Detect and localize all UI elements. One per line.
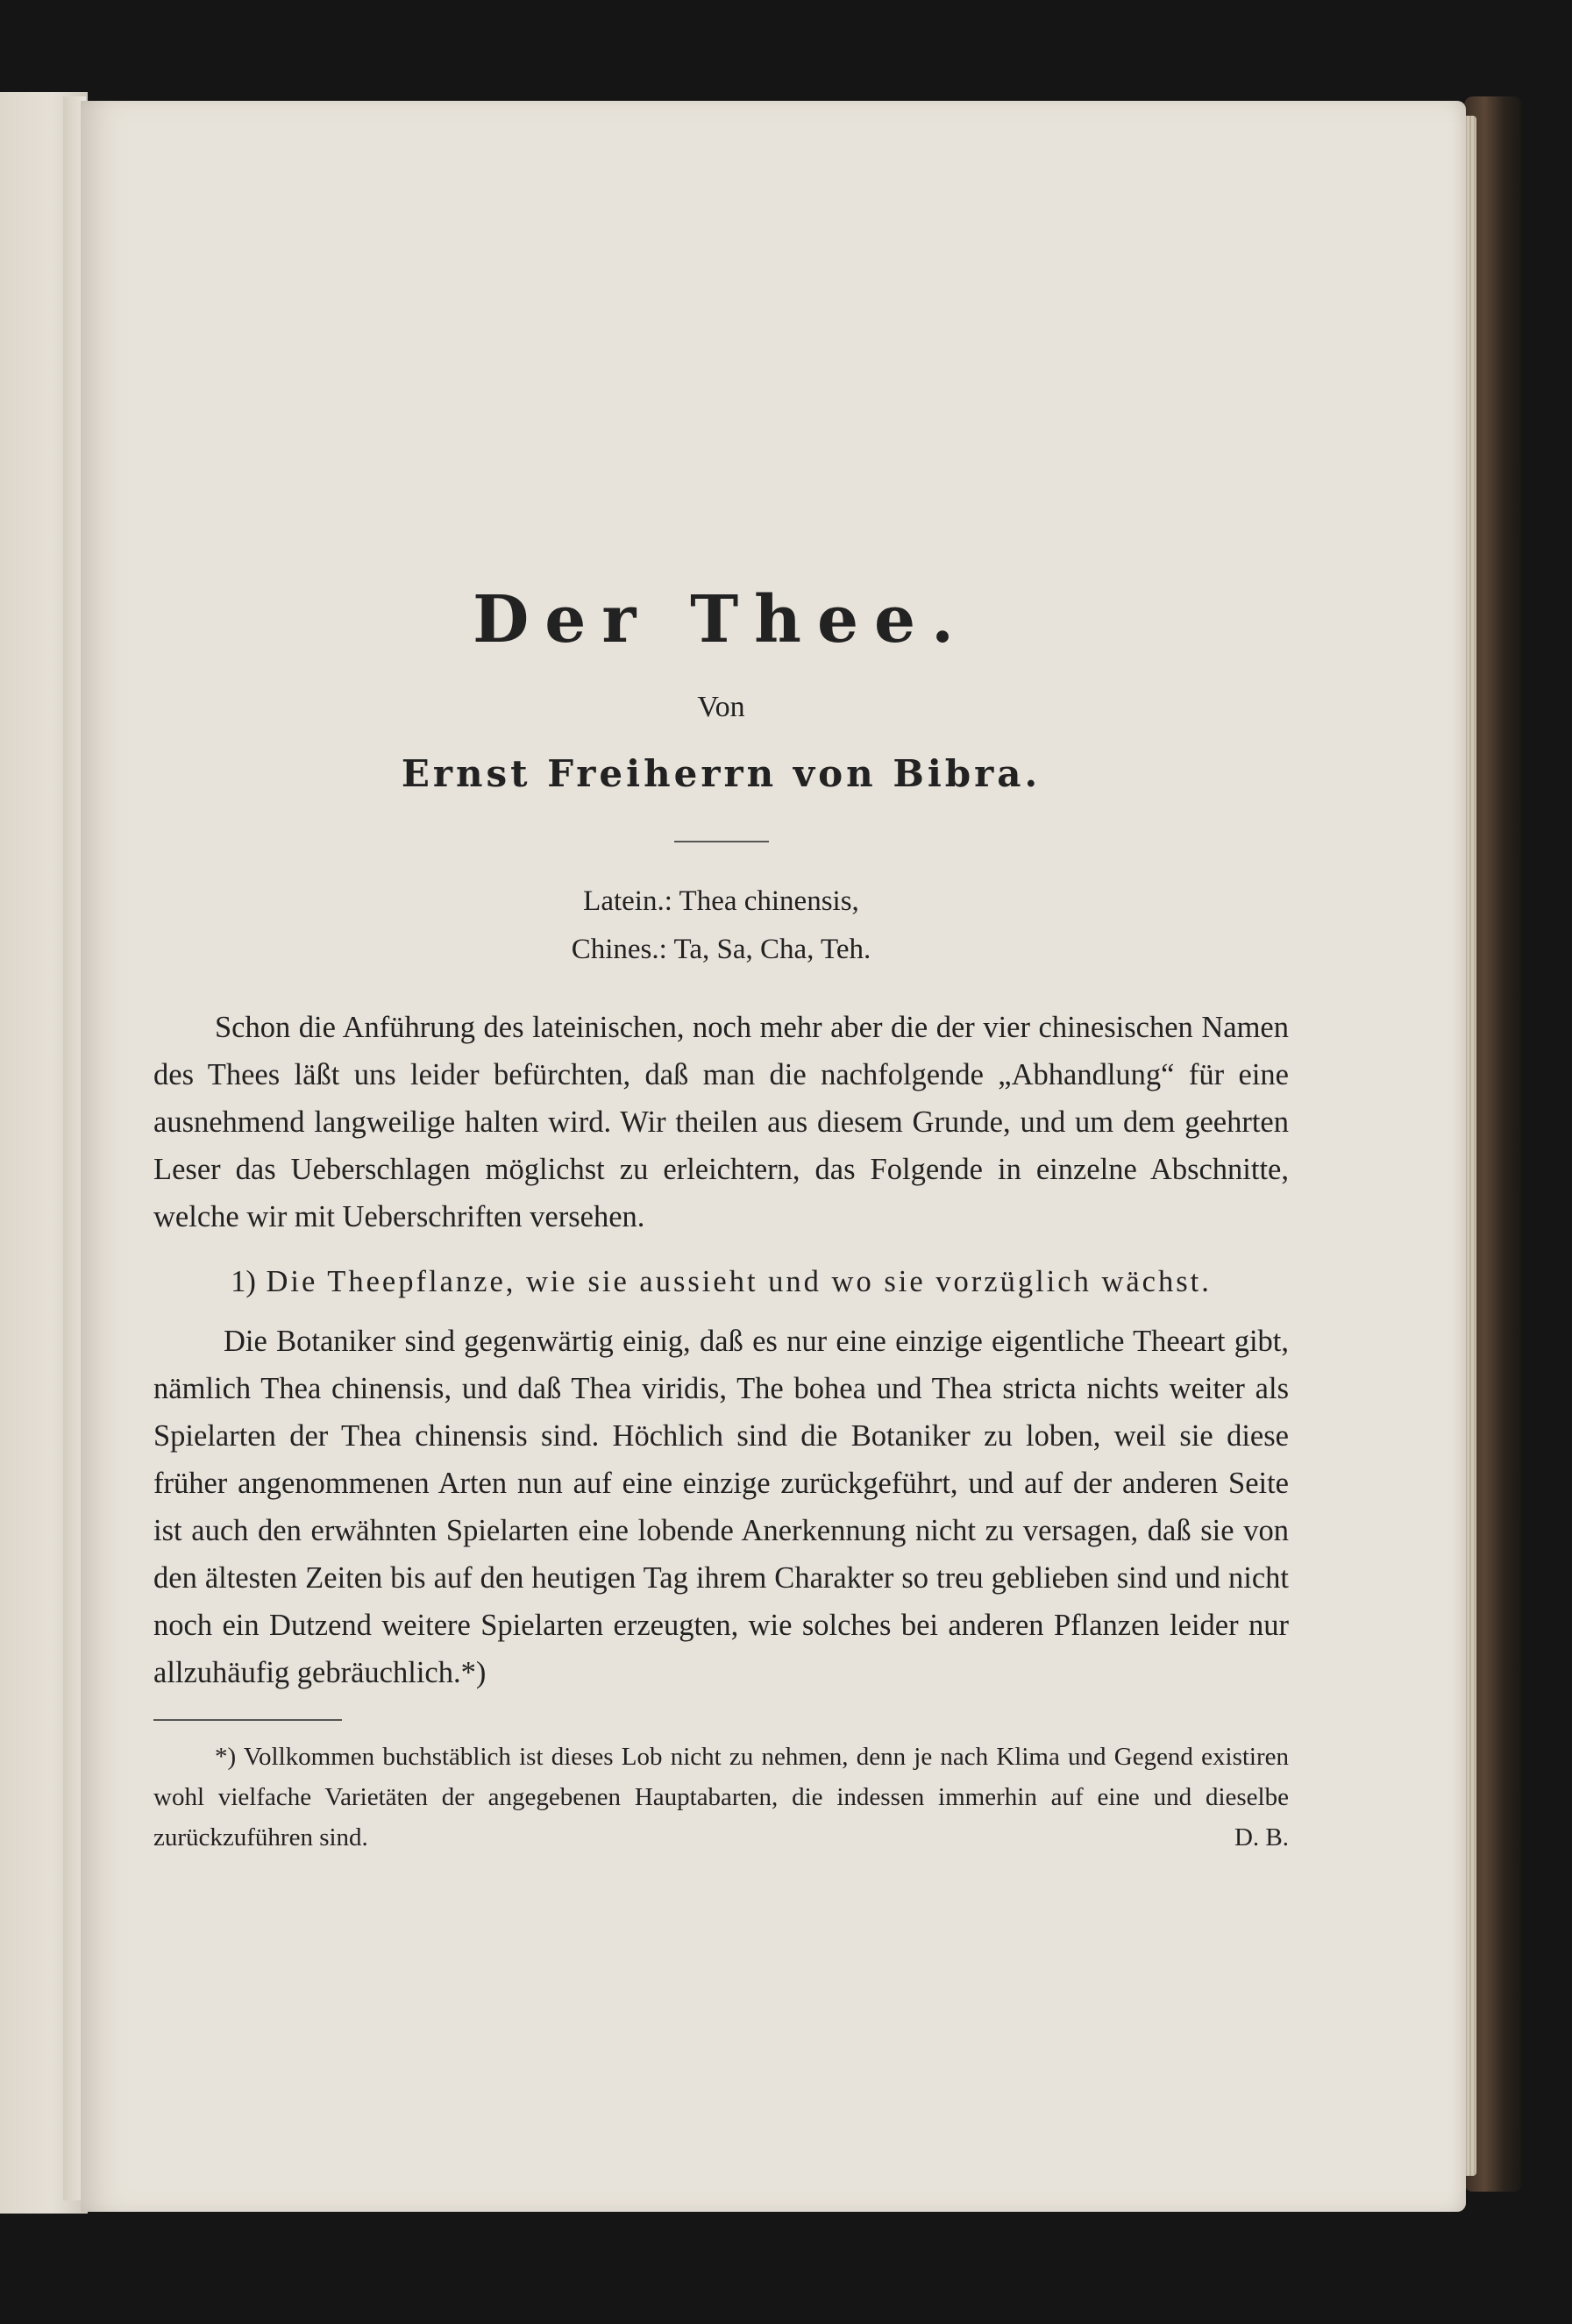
body-paragraph: Die Botaniker sind gegenwärtig einig, daß es nur eine einzige eigentliche Theeart gibt, nämlich Thea chinensis, und daß Thea viridis, The bohea und Thea stricta nichts weiter als Spielarten der Thea chinensis sind. Höchlich sind die Botaniker zu loben, weil sie diese früher angenommenen Arten nun auf eine einzige zurückgeführt, und auf der anderen Seite ist auch den erwähnten Spielarten eine lobende Anerkennung nicht zu versagen, daß sie von den ältesten Zeiten bis auf den heutigen Tag ihrem Charakter so treu geblieben sind und nicht noch ein Dutzend weitere Spielarten erzeugten, wie solches bei anderen Pflanzen leider nur allzuhäufig gebräuchlich.*) (153, 1325, 1289, 1689)
section-title: Die Theepflanze, wie sie aussieht und wo sie vorzüglich wächst. (266, 1265, 1212, 1298)
chapter-title: Der Thee. (473, 582, 970, 657)
section-number: 1) (231, 1265, 256, 1298)
plant-names (153, 878, 1289, 974)
chinese-names: Chines.: Ta, Sa, Cha, Teh. (571, 934, 871, 965)
intro-paragraph: Schon die Anführung des lateinischen, noch mehr aber die der vier chinesischen Namen des Thees läßt uns leider befürchten, daß man die nachfolgende „Abhandlung“ für eine ausnehmend langweilige halten wird. Wir theilen aus diesem Grunde, und um dem geehrten Leser das Ueberschlagen möglichst zu erleichtern, das Folgende in einzelne Abschnitte, welche wir mit Ueberschriften versehen. (153, 1011, 1289, 1233)
latin-name: Latein.: Thea chinensis, (583, 885, 859, 917)
footnote-signature: D. B. (1234, 1823, 1289, 1851)
footnote (153, 1737, 1289, 1858)
author-name: Ernst Freiherrn von Bibra. (401, 752, 1042, 795)
section-heading (153, 1258, 1289, 1305)
footnote-text: *) Vollkommen buchstäblich ist dieses Lob nicht zu nehmen, denn je nach Klima und Gegend existiren wohl vielfache Varietäten der angegebenen Hauptabarten, die indessen immerhin auf eine und dieselbe zurückzuführen sind. (153, 1743, 1289, 1851)
footnote-divider (153, 1719, 342, 1721)
title-divider (674, 841, 769, 842)
by-line: Von (697, 691, 745, 723)
page-text-block (153, 482, 1289, 1858)
